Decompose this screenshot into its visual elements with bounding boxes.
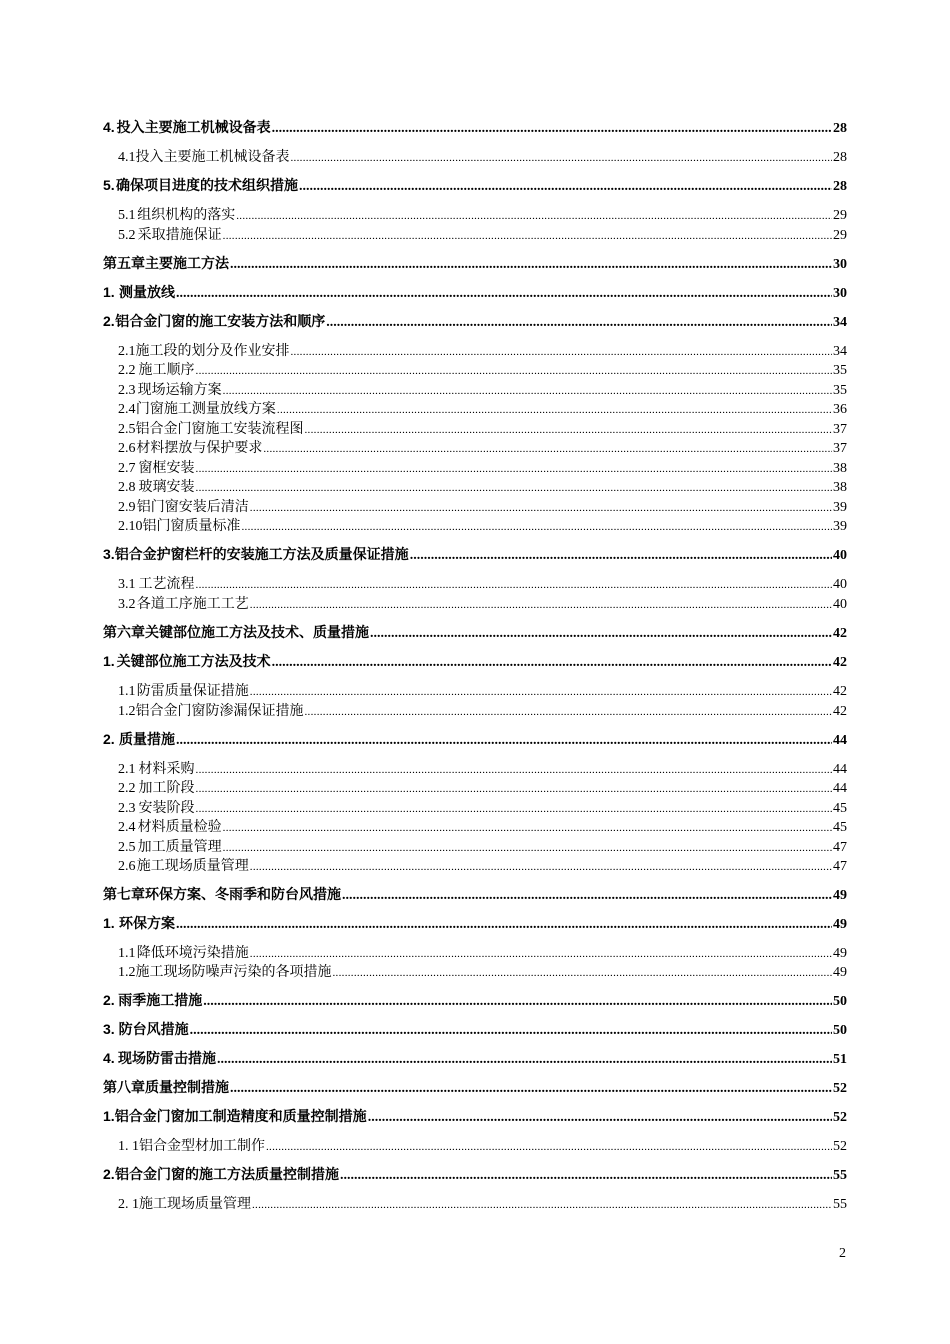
dot-leader [326, 315, 832, 331]
dot-leader [250, 859, 832, 875]
toc-entry-title: 现场防雷击措施 [117, 1052, 216, 1067]
toc-entry[interactable] [103, 816, 847, 836]
toc-entry[interactable] [103, 797, 847, 817]
toc-entry-title: 铝门窗安装后清洁 [136, 500, 249, 515]
toc-entry-page: 30 [833, 257, 847, 272]
dot-leader [370, 626, 832, 642]
toc-entry[interactable] [103, 224, 847, 244]
toc-entry-title: 门窗施工测量放线方案 [135, 402, 276, 417]
toc-entry-number: 2.1 [118, 762, 136, 777]
toc-entry-number: 1. [103, 1108, 115, 1124]
dot-leader [176, 917, 832, 933]
toc-entry-number: 1.2 [118, 704, 136, 719]
toc-entry-page: 52 [833, 1081, 847, 1096]
toc-entry-page: 44 [833, 733, 847, 748]
toc-entry-title: 铝门窗质量标准 [142, 519, 241, 534]
toc-entry-title: 采取措施保证 [137, 228, 222, 243]
toc-entry-page: 47 [833, 859, 847, 874]
dot-leader [340, 1168, 832, 1184]
dot-leader [410, 548, 832, 564]
toc-entry-number: 3. [103, 546, 115, 562]
dot-leader [291, 344, 833, 360]
dot-leader [230, 1081, 832, 1097]
toc-entry-number: 2. [103, 992, 115, 1008]
dot-leader [305, 422, 833, 438]
toc-entry[interactable] [103, 961, 847, 981]
toc-entry-title: 环保方案 [118, 917, 175, 932]
toc-entry-title: 质量控制措施 [145, 1081, 229, 1096]
toc-entry-number: 2.6 [118, 859, 136, 874]
toc-entry-title: 主要施工方法 [145, 257, 229, 272]
toc-entry-page: 28 [833, 121, 847, 136]
dot-leader [223, 840, 832, 856]
toc-entry-number: 2.2 [118, 363, 136, 378]
toc-entry-page: 49 [833, 965, 847, 980]
toc-entry-number: 第七章 [103, 888, 145, 903]
toc-entry-title: 关键部位施工方法及技术、质量措施 [145, 626, 369, 641]
toc-entry-page: 45 [833, 820, 847, 835]
toc-entry-title: 投入主要施工机械设备表 [116, 121, 271, 136]
toc-entry[interactable] [103, 311, 847, 331]
dot-leader [203, 994, 832, 1010]
toc-entry-number: 4. [103, 119, 115, 135]
toc-entry-number: 4.1 [118, 150, 136, 165]
toc-entry[interactable] [103, 457, 847, 477]
dot-leader [333, 965, 833, 981]
toc-entry-page: 44 [833, 762, 847, 777]
dot-leader [196, 781, 832, 797]
toc-entry-title: 现场运输方案 [137, 383, 222, 398]
toc-entry-number: 1.1 [118, 946, 136, 961]
dot-leader [196, 801, 832, 817]
toc-entry[interactable] [103, 700, 847, 720]
dot-leader [176, 286, 832, 302]
toc-entry-title: 施工现场质量管理 [136, 859, 249, 874]
toc-entry-title: 投入主要施工机械设备表 [135, 150, 290, 165]
dot-leader [266, 1139, 832, 1155]
toc-entry-number: 5. [103, 177, 115, 193]
toc-entry[interactable] [103, 282, 847, 302]
toc-entry-page: 45 [833, 801, 847, 816]
toc-entry-title: 铝合金门窗施工安装流程图 [135, 422, 304, 437]
toc-entry-number: 2.4 [118, 402, 136, 417]
toc-entry-title: 组织机构的落实 [137, 208, 236, 223]
toc-chapter[interactable] [103, 1077, 847, 1097]
toc-entry[interactable] [103, 340, 847, 360]
toc-entry-title: 关键部位施工方法及技术 [116, 655, 271, 670]
toc-entry-number: 2.6 [118, 441, 136, 456]
toc-entry-title: 测量放线 [118, 286, 175, 301]
toc-entry-page: 37 [833, 441, 847, 456]
toc-entry-number: 1. [103, 284, 115, 300]
toc-entry-number: 5.2 [118, 228, 136, 243]
toc-entry-number: 2.3 [118, 383, 136, 398]
toc-entry-number: 2.5 [118, 840, 136, 855]
toc-entry-title: 铝合金门窗加工制造精度和质量控制措施 [114, 1110, 367, 1125]
toc-entry-number: 2. [103, 731, 115, 747]
dot-leader [305, 704, 833, 720]
toc-entry-title: 材料摆放与保护要求 [136, 441, 263, 456]
toc-entry[interactable] [103, 680, 847, 700]
toc-entry-title: 材料质量检验 [137, 820, 222, 835]
toc-entry[interactable] [103, 204, 847, 224]
toc-entry[interactable] [103, 651, 847, 671]
toc-entry-title: 铝合金护窗栏杆的安装施工方法及质量保证措施 [114, 548, 409, 563]
toc-entry-number: 5.1 [118, 208, 136, 223]
toc-entry-number: 3. [103, 1021, 115, 1037]
toc-entry[interactable] [103, 1106, 847, 1126]
toc-entry-page: 37 [833, 422, 847, 437]
dot-leader [291, 150, 833, 166]
toc-entry-title: 环保方案、冬雨季和防台风措施 [145, 888, 341, 903]
toc-entry-title: 施工现场防噪声污染的各项措施 [135, 965, 332, 980]
toc-entry-title: 施工顺序 [138, 363, 195, 378]
toc-entry-number: 2. [103, 313, 115, 329]
dot-leader [272, 655, 832, 671]
dot-leader [230, 257, 832, 273]
dot-leader [196, 577, 832, 593]
dot-leader [236, 208, 832, 224]
toc-entry[interactable] [103, 359, 847, 379]
toc-entry-number: 2. 1 [118, 1197, 139, 1212]
toc-chapter[interactable] [103, 253, 847, 273]
toc-entry-page: 55 [833, 1168, 847, 1183]
toc-entry-title: 加工质量管理 [137, 840, 222, 855]
toc-entry-title: 安装阶段 [138, 801, 195, 816]
toc-entry[interactable] [103, 379, 847, 399]
toc-entry[interactable] [103, 913, 847, 933]
dot-leader [250, 684, 832, 700]
toc-entry[interactable] [103, 476, 847, 496]
toc-entry-title: 防台风措施 [118, 1023, 189, 1038]
dot-leader [368, 1110, 832, 1126]
toc-entry-page: 28 [833, 150, 847, 165]
toc-entry-page: 34 [833, 344, 847, 359]
toc-entry-title: 质量措施 [118, 733, 175, 748]
toc-entry-number: 2.4 [118, 820, 136, 835]
toc-entry-page: 38 [833, 480, 847, 495]
toc-entry[interactable] [103, 544, 847, 564]
toc-entry-number: 2. [103, 1166, 115, 1182]
toc-entry[interactable] [103, 990, 847, 1010]
dot-leader [223, 383, 832, 399]
toc-entry-page: 49 [833, 917, 847, 932]
toc-entry[interactable] [103, 398, 847, 418]
dot-leader [223, 228, 832, 244]
toc-entry[interactable] [103, 573, 847, 593]
toc-entry-number: 第六章 [103, 626, 145, 641]
toc-entry-number: 3.1 [118, 577, 136, 592]
toc-entry[interactable] [103, 146, 847, 166]
dot-leader [196, 480, 832, 496]
dot-leader [250, 500, 832, 516]
toc-entry-number: 第五章 [103, 257, 145, 272]
toc-chapter[interactable] [103, 622, 847, 642]
toc-entry-title: 铝合金门窗的施工方法质量控制措施 [114, 1168, 339, 1183]
toc-entry[interactable] [103, 117, 847, 137]
toc-entry-number: 1. [103, 915, 115, 931]
toc-entry-page: 52 [833, 1139, 847, 1154]
toc-entry-page: 34 [833, 315, 847, 330]
toc-entry-title: 加工阶段 [138, 781, 195, 796]
toc-entry-page: 51 [833, 1052, 847, 1067]
toc-entry-page: 44 [833, 781, 847, 796]
toc-entry-page: 40 [833, 548, 847, 563]
toc-chapter[interactable] [103, 884, 847, 904]
toc-entry-page: 40 [833, 597, 847, 612]
dot-leader [217, 1052, 832, 1068]
toc-entry-page: 52 [833, 1110, 847, 1125]
toc-entry-title: 各道工序施工工艺 [136, 597, 249, 612]
toc-entry-number: 1. [103, 653, 115, 669]
toc-entry[interactable] [103, 418, 847, 438]
dot-leader [196, 461, 832, 477]
toc-entry[interactable] [103, 777, 847, 797]
toc-entry-number: 1. 1 [118, 1139, 139, 1154]
toc-entry-page: 49 [833, 888, 847, 903]
toc-entry[interactable] [103, 1135, 847, 1155]
dot-leader [196, 363, 832, 379]
toc-entry-number: 3.2 [118, 597, 136, 612]
toc-entry-title: 降低环境污染措施 [136, 946, 249, 961]
toc-entry[interactable] [103, 175, 847, 195]
toc-entry-title: 施工段的划分及作业安排 [135, 344, 290, 359]
dot-leader [196, 762, 832, 778]
toc-entry-number: 2.2 [118, 781, 136, 796]
toc-entry-title: 工艺流程 [138, 577, 195, 592]
toc-entry-page: 42 [833, 626, 847, 641]
toc-entry-page: 50 [833, 1023, 847, 1038]
toc-entry-title: 铝合金门窗防渗漏保证措施 [135, 704, 304, 719]
toc-entry-page: 49 [833, 946, 847, 961]
toc-entry-number: 2.8 [118, 480, 136, 495]
toc-entry-page: 42 [833, 684, 847, 699]
dot-leader [250, 597, 832, 613]
toc-entry-number: 第八章 [103, 1081, 145, 1096]
toc-entry-number: 2.3 [118, 801, 136, 816]
dot-leader [272, 121, 832, 137]
toc-entry-page: 29 [833, 228, 847, 243]
toc-entry-page: 29 [833, 208, 847, 223]
toc-entry-page: 36 [833, 402, 847, 417]
toc-entry[interactable] [103, 836, 847, 856]
toc-entry-title: 铝合金型材加工制作 [139, 1139, 265, 1154]
toc-entry-title: 玻璃安装 [138, 480, 195, 495]
dot-leader [176, 733, 832, 749]
toc-entry-title: 确保项目进度的技术组织措施 [115, 179, 298, 194]
dot-leader [252, 1197, 832, 1213]
toc-entry-title: 铝合金门窗的施工安装方法和顺序 [115, 315, 326, 330]
dot-leader [223, 820, 832, 836]
toc-entry-title: 窗框安装 [138, 461, 195, 476]
toc-entry[interactable] [103, 942, 847, 962]
toc-entry-number: 2.7 [118, 461, 136, 476]
toc-entry[interactable] [103, 758, 847, 778]
toc-entry-page: 50 [833, 994, 847, 1009]
toc-entry-number: 1.2 [118, 965, 136, 980]
dot-leader [242, 519, 833, 535]
toc-entry-number: 1.1 [118, 684, 136, 699]
toc-entry-number: 2.10 [118, 519, 143, 534]
toc-entry[interactable] [103, 1164, 847, 1184]
toc-entry[interactable] [103, 1193, 847, 1213]
toc-entry[interactable] [103, 855, 847, 875]
toc-entry[interactable] [103, 1019, 847, 1039]
toc-entry[interactable] [103, 1048, 847, 1068]
toc-entry[interactable] [103, 496, 847, 516]
dot-leader [263, 441, 832, 457]
toc-entry-page: 28 [833, 179, 847, 194]
toc-entry-number: 4. [103, 1050, 115, 1066]
toc-entry-page: 40 [833, 577, 847, 592]
toc-entry-title: 施工现场质量管理 [139, 1197, 251, 1212]
dot-leader [277, 402, 832, 418]
toc-entry-number: 2.1 [118, 344, 136, 359]
dot-leader [250, 946, 832, 962]
toc-entry-page: 55 [833, 1197, 847, 1212]
toc-entry-page: 39 [833, 500, 847, 515]
toc-entry-title: 雨季施工措施 [118, 994, 203, 1009]
toc-entry-page: 47 [833, 840, 847, 855]
toc-entry-title: 防雷质量保证措施 [136, 684, 249, 699]
toc-entry-page: 35 [833, 383, 847, 398]
toc-entry-number: 2.5 [118, 422, 136, 437]
toc-entry[interactable] [103, 515, 847, 535]
toc-entry-page: 30 [833, 286, 847, 301]
toc-entry-number: 2.9 [118, 500, 136, 515]
toc-entry-page: 35 [833, 363, 847, 378]
toc-entry[interactable] [103, 437, 847, 457]
dot-leader [342, 888, 832, 904]
toc-entry-page: 39 [833, 519, 847, 534]
dot-leader [299, 179, 832, 195]
toc-entry-page: 38 [833, 461, 847, 476]
toc-entry[interactable] [103, 593, 847, 613]
toc-entry-page: 42 [833, 655, 847, 670]
toc-entry-page: 42 [833, 704, 847, 719]
dot-leader [190, 1023, 832, 1039]
toc-entry-title: 材料采购 [138, 762, 195, 777]
toc-entry[interactable] [103, 729, 847, 749]
page-number: 2 [839, 1246, 846, 1261]
